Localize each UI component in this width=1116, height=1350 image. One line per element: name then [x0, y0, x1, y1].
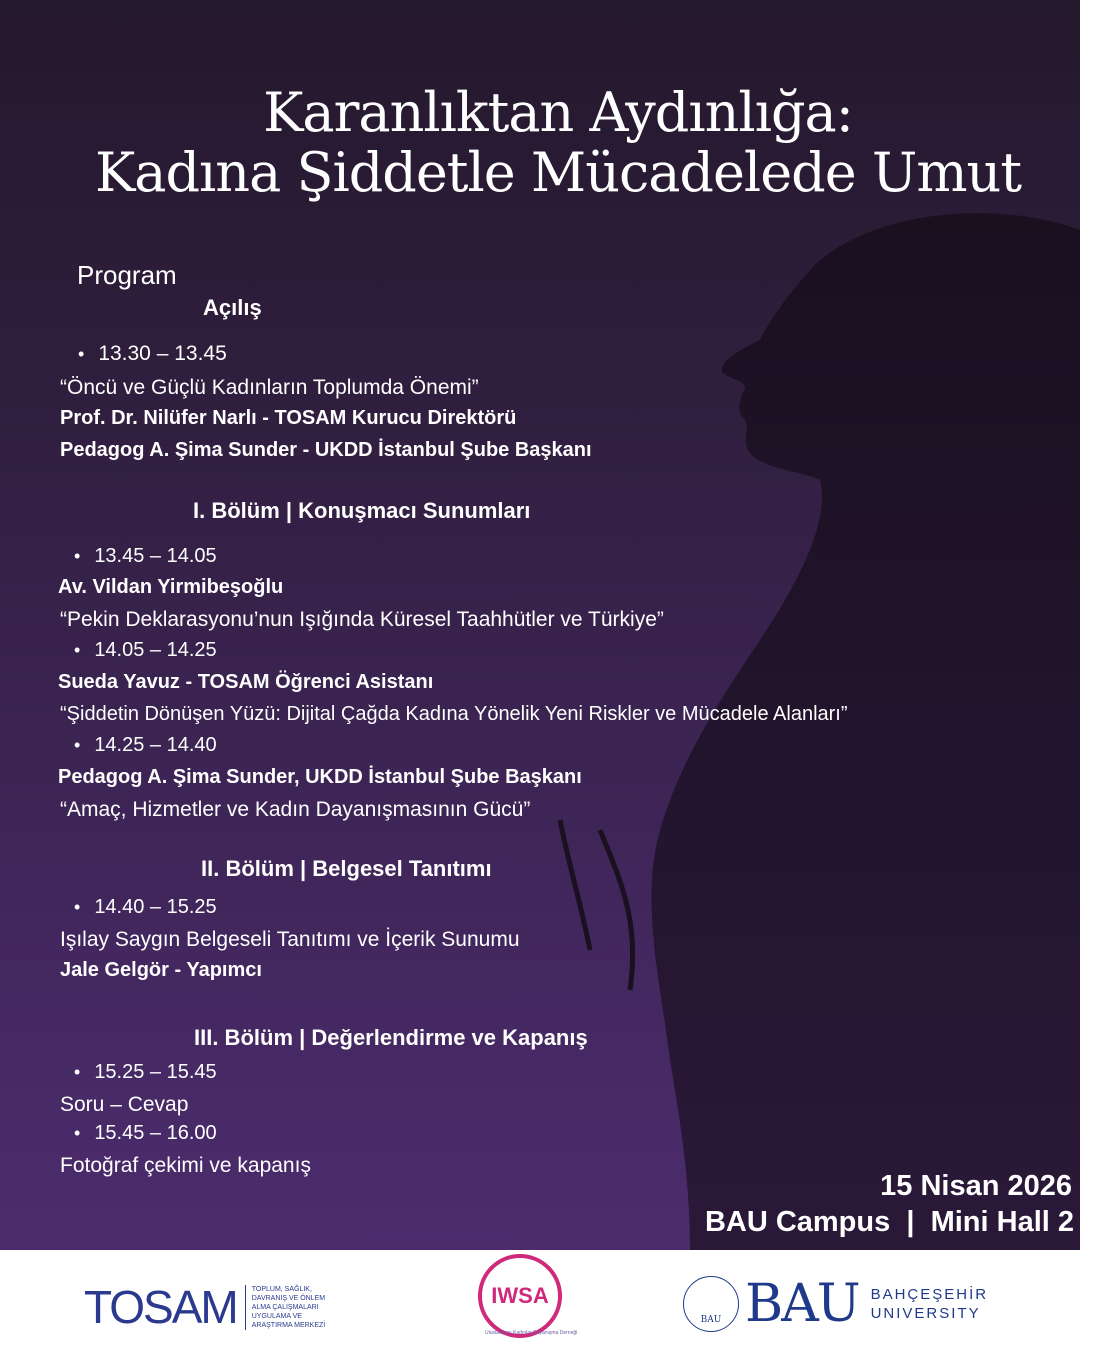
talk-title: Soru – Cevap: [60, 1093, 189, 1116]
time-slot: • 14.05 – 14.25: [74, 640, 217, 660]
time-slot: • 13.30 – 13.45: [78, 343, 227, 364]
title-line-1: Karanlıktan Aydınlığa:: [263, 81, 853, 144]
talk-title: Fotoğraf çekimi ve kapanış: [60, 1154, 311, 1177]
section-heading: II. Bölüm | Belgesel Tanıtımı: [201, 856, 492, 881]
title-line-2: Kadına Şiddetle Mücadelede Umut: [94, 141, 1022, 204]
speaker: Prof. Dr. Nilüfer Narlı - TOSAM Kurucu Direktörü: [60, 407, 517, 429]
event-date: 15 Nisan 2026: [880, 1170, 1072, 1202]
talk-title: “Şiddetin Dönüşen Yüzü: Dijital Çağda Kadına Yönelik Yeni Riskler ve Mücadele Alanları”: [60, 703, 848, 725]
time-slot: • 15.45 – 16.00: [74, 1123, 217, 1143]
section-heading: I. Bölüm | Konuşmacı Sunumları: [193, 498, 531, 523]
talk-title: “Amaç, Hizmetler ve Kadın Dayanışmasının Gücü”: [60, 798, 531, 821]
speaker: Sueda Yavuz - TOSAM Öğrenci Asistanı: [58, 671, 434, 693]
time-slot: • 14.25 – 14.40: [74, 735, 217, 755]
event-venue: BAU Campus | Mini Hall 2: [704, 1206, 1074, 1238]
speaker: Pedagog A. Şima Sunder, UKDD İstanbul Şube Başkanı: [58, 766, 582, 788]
section-heading: III. Bölüm | Değerlendirme ve Kapanış: [194, 1025, 588, 1050]
iwsa-logo: IWSA Uluslararası Kadınlar Dayanışma Derneği: [478, 1254, 562, 1338]
talk-title: Işılay Saygın Belgeseli Tanıtımı ve İçerik Sunumu: [60, 928, 520, 951]
section-heading: Açılış: [203, 295, 262, 320]
speaker: Av. Vildan Yirmibeşoğlu: [58, 576, 284, 598]
speaker: Pedagog A. Şima Sunder - UKDD İstanbul Şube Başkanı: [60, 439, 592, 461]
speaker: Jale Gelgör - Yapımcı: [60, 959, 262, 981]
tosam-logo: TOSAM TOPLUM, SAĞLIK, DAVRANIŞ VE ÖNLEM ALMA ÇALIŞMALARI UYGULAMA VE ARAŞTIRMA MERKEZİ: [84, 1281, 326, 1333]
bau-logo: BAU BAU BAHÇEŞEHİR UNIVERSITY: [683, 1274, 988, 1334]
time-slot: • 14.40 – 15.25: [74, 897, 217, 917]
talk-title: “Öncü ve Güçlü Kadınların Toplumda Önemi”: [60, 376, 479, 399]
time-slot: • 13.45 – 14.05: [74, 546, 217, 566]
time-slot: • 15.25 – 15.45: [74, 1062, 217, 1082]
sponsor-logos-footer: [0, 1250, 1080, 1350]
program-label: Program: [77, 260, 177, 290]
talk-title: “Pekin Deklarasyonu’nun Işığında Küresel Taahhütler ve Türkiye”: [60, 608, 664, 631]
bau-seal-icon: BAU: [683, 1276, 739, 1332]
